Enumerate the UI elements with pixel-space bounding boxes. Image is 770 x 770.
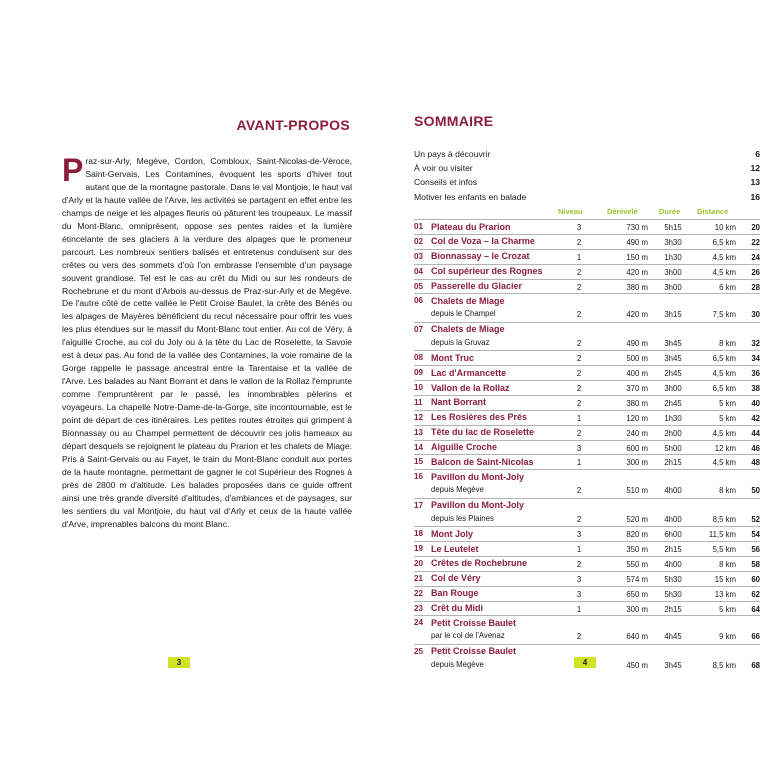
entry-number: 13 <box>414 427 424 437</box>
entry-name: Aiguille Croche <box>431 442 498 453</box>
entry-subtitle: depuis le Champel <box>431 309 496 319</box>
entry-name: Pavillon du Mont-Joly <box>431 471 525 482</box>
entry-page: 52 <box>751 514 760 524</box>
entry-name: Col de Véry <box>431 573 481 584</box>
entry-distance: 5,5 km <box>712 545 736 555</box>
entry-number: 06 <box>414 296 424 306</box>
entry-level: 3 <box>576 223 582 232</box>
entry-level: 2 <box>576 267 582 277</box>
toc-entry <box>414 498 760 526</box>
entry-distance: 4,5 km <box>712 369 736 379</box>
entry-level: 1 <box>576 458 582 468</box>
entry-level: 1 <box>576 604 582 614</box>
toc-entry <box>414 454 760 469</box>
entry-number: 04 <box>414 266 424 276</box>
right-page <box>385 0 770 770</box>
entry-page: 50 <box>751 486 760 496</box>
entry-distance: 6 km <box>719 282 736 292</box>
entry-name: Bionnassay – le Crozat <box>431 251 530 262</box>
entry-subtitle: depuis Megève <box>431 659 484 669</box>
entry-elevation: 650 m <box>626 589 648 599</box>
column-header-duration: Durée <box>659 207 681 216</box>
toc-entry <box>414 615 760 643</box>
entry-duration: 3h45 <box>664 354 682 364</box>
entry-duration: 3h00 <box>664 267 682 277</box>
entry-number: 07 <box>414 324 424 334</box>
entry-number: 18 <box>414 529 424 539</box>
entry-name: Chalets de Miage <box>431 324 505 335</box>
entry-name: Mont Truc <box>431 352 474 363</box>
entry-elevation: 370 m <box>626 384 648 394</box>
entry-page: 32 <box>751 338 760 348</box>
entry-page: 26 <box>751 267 760 277</box>
entry-elevation: 510 m <box>626 486 648 496</box>
toc-entry <box>414 380 760 395</box>
entry-page: 64 <box>751 604 760 614</box>
entry-duration: 3h00 <box>664 384 682 394</box>
entry-duration: 4h00 <box>664 486 682 496</box>
entry-distance: 6,5 km <box>712 237 736 247</box>
entry-number: 19 <box>414 544 424 554</box>
entry-elevation: 420 m <box>626 310 648 320</box>
entry-duration: 3h15 <box>664 310 682 320</box>
entry-elevation: 380 m <box>626 398 648 408</box>
entry-name: Col de Voza – la Charme <box>431 236 535 247</box>
entry-duration: 4h45 <box>664 632 682 642</box>
toc-entry <box>414 601 760 616</box>
entry-level: 2 <box>576 369 582 379</box>
entry-number: 03 <box>414 251 424 261</box>
toc-entry <box>414 556 760 571</box>
entry-distance: 8 km <box>719 338 736 348</box>
entry-subtitle: depuis les Plaines <box>431 513 494 523</box>
toc-entry <box>414 425 760 440</box>
entry-distance: 12 km <box>714 443 736 453</box>
entry-level: 2 <box>576 354 582 364</box>
entry-page: 44 <box>751 428 760 438</box>
entry-distance: 5 km <box>719 398 736 408</box>
entry-name: Plateau du Prarion <box>431 221 511 232</box>
summary-item-page: 13 <box>750 177 760 188</box>
entry-number: 05 <box>414 281 424 291</box>
entry-number: 23 <box>414 603 424 613</box>
entry-duration: 2h00 <box>664 428 682 438</box>
toc-entry <box>414 440 760 455</box>
entry-distance: 5 km <box>719 604 736 614</box>
entry-number: 12 <box>414 412 424 422</box>
entry-distance: 4,5 km <box>712 458 736 468</box>
entry-name: Crêtes de Rochebrune <box>431 558 528 569</box>
summary-item <box>414 147 760 161</box>
column-header-distance: Distance <box>697 207 729 216</box>
entry-name: Petit Croisse Baulet <box>431 617 517 628</box>
entry-elevation: 300 m <box>626 604 648 614</box>
entry-level: 3 <box>576 589 582 599</box>
entry-elevation: 520 m <box>626 514 648 524</box>
entry-level: 1 <box>576 252 582 262</box>
entry-duration: 2h45 <box>664 369 682 379</box>
entry-page: 66 <box>751 632 760 642</box>
summary-item-label: Un pays à découvrir <box>414 149 491 159</box>
entry-elevation: 490 m <box>626 338 648 348</box>
toc-entry <box>414 541 760 556</box>
entry-level: 2 <box>576 428 582 438</box>
entry-level: 2 <box>576 486 582 496</box>
entry-level: 2 <box>576 559 582 569</box>
entry-page: 58 <box>751 559 760 569</box>
toc-entry <box>414 234 760 249</box>
entry-page: 30 <box>751 310 760 320</box>
entry-elevation: 300 m <box>626 458 648 468</box>
column-header-elevation: Dénivelé <box>607 207 638 216</box>
entry-distance: 13 km <box>714 589 736 599</box>
entry-distance: 9 km <box>719 632 736 642</box>
entry-number: 20 <box>414 558 424 568</box>
entry-name: Lac d'Armancette <box>431 367 507 378</box>
entry-page: 24 <box>751 252 760 262</box>
toc-entry <box>414 586 760 601</box>
entry-page: 46 <box>751 443 760 453</box>
entry-elevation: 450 m <box>626 660 648 670</box>
summary-item-label: Motiver les enfants en balade <box>414 191 527 202</box>
entry-number: 10 <box>414 383 424 393</box>
summary-item <box>414 161 760 175</box>
entry-distance: 8,5 km <box>712 660 736 670</box>
entry-number: 25 <box>414 646 424 656</box>
entry-duration: 1h30 <box>664 252 682 262</box>
entry-level: 1 <box>576 413 582 423</box>
toc-entry <box>414 322 760 350</box>
entry-elevation: 730 m <box>626 223 648 232</box>
entry-page: 56 <box>751 545 760 555</box>
entry-elevation: 820 m <box>626 530 648 540</box>
entry-duration: 3h45 <box>664 660 682 670</box>
entry-page: 28 <box>751 282 760 292</box>
page-number-left: 3 <box>168 657 190 668</box>
toc-entry <box>414 410 760 425</box>
summary-item-label: Conseils et infos <box>414 177 478 188</box>
entry-number: 14 <box>414 442 424 452</box>
entry-number: 21 <box>414 573 424 583</box>
entry-distance: 4,5 km <box>712 252 736 262</box>
toc-entry <box>414 350 760 365</box>
summary-item-page: 6 <box>755 149 760 159</box>
entry-duration: 3h30 <box>664 237 682 247</box>
summary-item <box>414 190 760 204</box>
toc-entry <box>414 293 760 321</box>
entry-distance: 8 km <box>719 559 736 569</box>
entry-distance: 4,5 km <box>712 267 736 277</box>
entry-number: 22 <box>414 588 424 598</box>
entry-level: 2 <box>576 237 582 247</box>
entry-name: Mont Joly <box>431 528 473 539</box>
entry-level: 2 <box>576 632 582 642</box>
entry-level: 3 <box>576 443 582 453</box>
entry-distance: 6,5 km <box>712 384 736 394</box>
entry-elevation: 490 m <box>626 237 648 247</box>
entry-page: 38 <box>751 384 760 394</box>
entry-duration: 5h15 <box>664 223 682 232</box>
entry-duration: 5h30 <box>664 589 682 599</box>
entry-duration: 4h00 <box>664 559 682 569</box>
entry-duration: 6h00 <box>664 530 682 540</box>
entry-distance: 10 km <box>714 223 736 232</box>
entry-page: 20 <box>751 223 760 232</box>
toc-entry <box>414 249 760 264</box>
entry-name: Passerelle du Glacier <box>431 281 523 292</box>
entry-elevation: 120 m <box>626 413 648 423</box>
entry-level: 1 <box>576 545 582 555</box>
entry-name: Col supérieur des Rognes <box>431 266 543 277</box>
entry-subtitle: par le col de l'Avenaz <box>431 631 505 641</box>
entry-distance: 7,5 km <box>712 310 736 320</box>
entry-elevation: 574 m <box>626 574 648 584</box>
entry-number: 01 <box>414 222 424 231</box>
summary-list <box>414 147 760 204</box>
summary-item-page: 16 <box>750 191 760 202</box>
entry-name: Les Rosières des Prés <box>431 412 528 423</box>
entry-level: 2 <box>576 384 582 394</box>
entry-page: 34 <box>751 354 760 364</box>
entry-duration: 3h45 <box>664 338 682 348</box>
entry-subtitle: depuis Megève <box>431 485 484 495</box>
toc-entry <box>414 279 760 294</box>
entry-number: 11 <box>414 397 423 407</box>
entry-distance: 6,5 km <box>712 354 736 364</box>
entry-duration: 2h45 <box>664 398 682 408</box>
entry-elevation: 400 m <box>626 369 648 379</box>
entry-page: 48 <box>751 458 760 468</box>
drop-cap: P <box>62 152 84 188</box>
entry-elevation: 500 m <box>626 354 648 364</box>
entry-name: Ban Rouge <box>431 588 479 599</box>
entry-level: 3 <box>576 574 582 584</box>
entry-page: 60 <box>751 574 760 584</box>
entry-name: Pavillon du Mont-Joly <box>431 500 525 511</box>
entry-elevation: 600 m <box>626 443 648 453</box>
entry-page: 68 <box>751 660 760 670</box>
sommaire-heading: SOMMAIRE <box>414 113 494 129</box>
entry-distance: 8,5 km <box>712 514 736 524</box>
entry-distance: 5 km <box>719 413 736 423</box>
entry-subtitle: depuis la Gruvaz <box>431 337 490 347</box>
entry-duration: 2h15 <box>664 458 682 468</box>
toc-entry <box>414 571 760 586</box>
entry-duration: 1h30 <box>664 413 682 423</box>
avant-propos-heading: AVANT-PROPOS <box>236 117 350 133</box>
entry-number: 15 <box>414 457 424 467</box>
entry-elevation: 640 m <box>626 632 648 642</box>
entry-duration: 4h00 <box>664 514 682 524</box>
entry-page: 36 <box>751 369 760 379</box>
entry-name: Petit Croisse Baulet <box>431 646 517 657</box>
entry-distance: 8 km <box>719 486 736 496</box>
entry-page: 40 <box>751 398 760 408</box>
entry-page: 54 <box>751 530 760 540</box>
intro-paragraph <box>62 152 352 531</box>
entry-level: 2 <box>576 338 582 348</box>
entry-name: Le Leutelet <box>431 543 479 554</box>
summary-item-page: 12 <box>750 163 760 174</box>
entry-duration: 5h30 <box>664 574 682 584</box>
entry-name: Tête du lac de Roselette <box>431 427 535 438</box>
entry-name: Chalets de Miage <box>431 295 505 306</box>
intro-text: raz-sur-Arly, Megève, Cordon, Combloux, Saint-Nicolas-de-Véroce, Saint-Gervais, Les Contamines, évoquent les sports d'hiver tout autant que de la montagne pastorale. Dans le val Montjoie, le haut val d'Arly et la haute vallée de l'Arve, les activités se partagent en effet entre les champs de neige et les alpages fleuris où pâturent les troupeaux. Le massif du Mont-Blanc, omniprésent, oppose ses pentes raides et la lumière étincelante de ses glaciers à la verdure des alpages que le promeneur parcourt. Les nombreux sentiers balisés et entretenus conduisent sur des crêtes ou vers des sommets d'où l'on embrasse l'ensemble d'un paysage souvent grandiose. Tel est le cas au crêt du Midi ou sur les rondeurs de Rochebrune et du mont d'Arbois au-dessus de Praz-sur-Arly et de Megève. De l'autre côté de cette vallée le Petit Croise Baulet, la crête des Bénés ou les alpages de Mayères bénéficient du recul nécessaire pour offrir les vues les plus étendues sur le massif du Mont-Blanc tout entier. Au col de Véry, à l'aiguille Croche, au col du Joly ou à la tête du Lac de Roselette, la Savoie est à deux pas. Au fond de la vallée des Contamines, la voie romaine de la Gorge rappelle le passage ancestral entre la Tarentaise et la vallée de l'Arve. Les balades au Nant Borrant et dans le vallon de la Rollaz l'emprunte comme l'empruntèrent par le passé, les innombrables pèlerins et voyageurs. La chapelle Notre-Dame-de-la-Gorge, site incontournable, est le point de départ de ces itinéraires. Les petites routes étroites qui grimpent à Bionnassay ou au Champel permettent de découvrir ces jolis hameaux au départ desquels se rejoignent le plateau du Prarion et les chalets de Miage. Pris à Saint-Gervais ou au Fayet, le train du Mont-Blanc conduit aux portes de la haute montagne, permettant de gagner le col Supérieur des Rognes à près de 2800 m d'altitude. Les balades proposées dans ce guide offrent ainsi une très grande diversité d'altitudes, d'ambiances et de paysages, sur les sentiers du val Montjoie, du haut val d'Arly et ceux de la haute vallée d'Arve, imprenables balcons du mont Blanc. <box>62 156 352 529</box>
entry-elevation: 240 m <box>626 428 648 438</box>
entry-duration: 3h00 <box>664 282 682 292</box>
toc-entry <box>414 264 760 279</box>
entry-name: Vallon de la Rollaz <box>431 382 510 393</box>
entry-duration: 5h00 <box>664 443 682 453</box>
entry-distance: 15 km <box>714 574 736 584</box>
entry-number: 09 <box>414 368 424 378</box>
entry-elevation: 380 m <box>626 282 648 292</box>
entry-elevation: 150 m <box>626 252 648 262</box>
toc-entry <box>414 395 760 410</box>
entry-duration: 2h15 <box>664 545 682 555</box>
entry-elevation: 350 m <box>626 545 648 555</box>
entry-page: 62 <box>751 589 760 599</box>
entry-number: 24 <box>414 618 424 628</box>
entry-number: 16 <box>414 472 424 482</box>
page-number-right: 4 <box>574 657 596 668</box>
entry-page: 42 <box>751 413 760 423</box>
entry-level: 2 <box>576 282 582 292</box>
summary-item-label: À voir ou visiter <box>414 163 473 174</box>
toc-entry <box>414 469 760 497</box>
walks-table <box>414 219 760 672</box>
entry-name: Nant Borrant <box>431 397 487 408</box>
entry-number: 08 <box>414 353 424 363</box>
toc-entry <box>414 219 760 234</box>
toc-entry <box>414 526 760 541</box>
entry-number: 02 <box>414 236 424 246</box>
table-column-headers <box>414 207 760 219</box>
entry-page: 22 <box>751 237 760 247</box>
column-header-level: Niveau <box>558 207 583 216</box>
entry-name: Balcon de Saint-Nicolas <box>431 456 534 467</box>
entry-level: 2 <box>576 310 582 320</box>
entry-distance: 11,5 km <box>708 530 736 540</box>
entry-level: 2 <box>576 398 582 408</box>
entry-elevation: 420 m <box>626 267 648 277</box>
entry-distance: 4,5 km <box>712 428 736 438</box>
entry-level: 2 <box>576 514 582 524</box>
entry-duration: 2h15 <box>664 604 682 614</box>
summary-item <box>414 175 760 189</box>
entry-name: Crêt du Midi <box>431 603 483 614</box>
toc-entry <box>414 365 760 380</box>
entry-elevation: 550 m <box>626 559 648 569</box>
entry-level: 3 <box>576 530 582 540</box>
entry-number: 17 <box>414 500 424 510</box>
